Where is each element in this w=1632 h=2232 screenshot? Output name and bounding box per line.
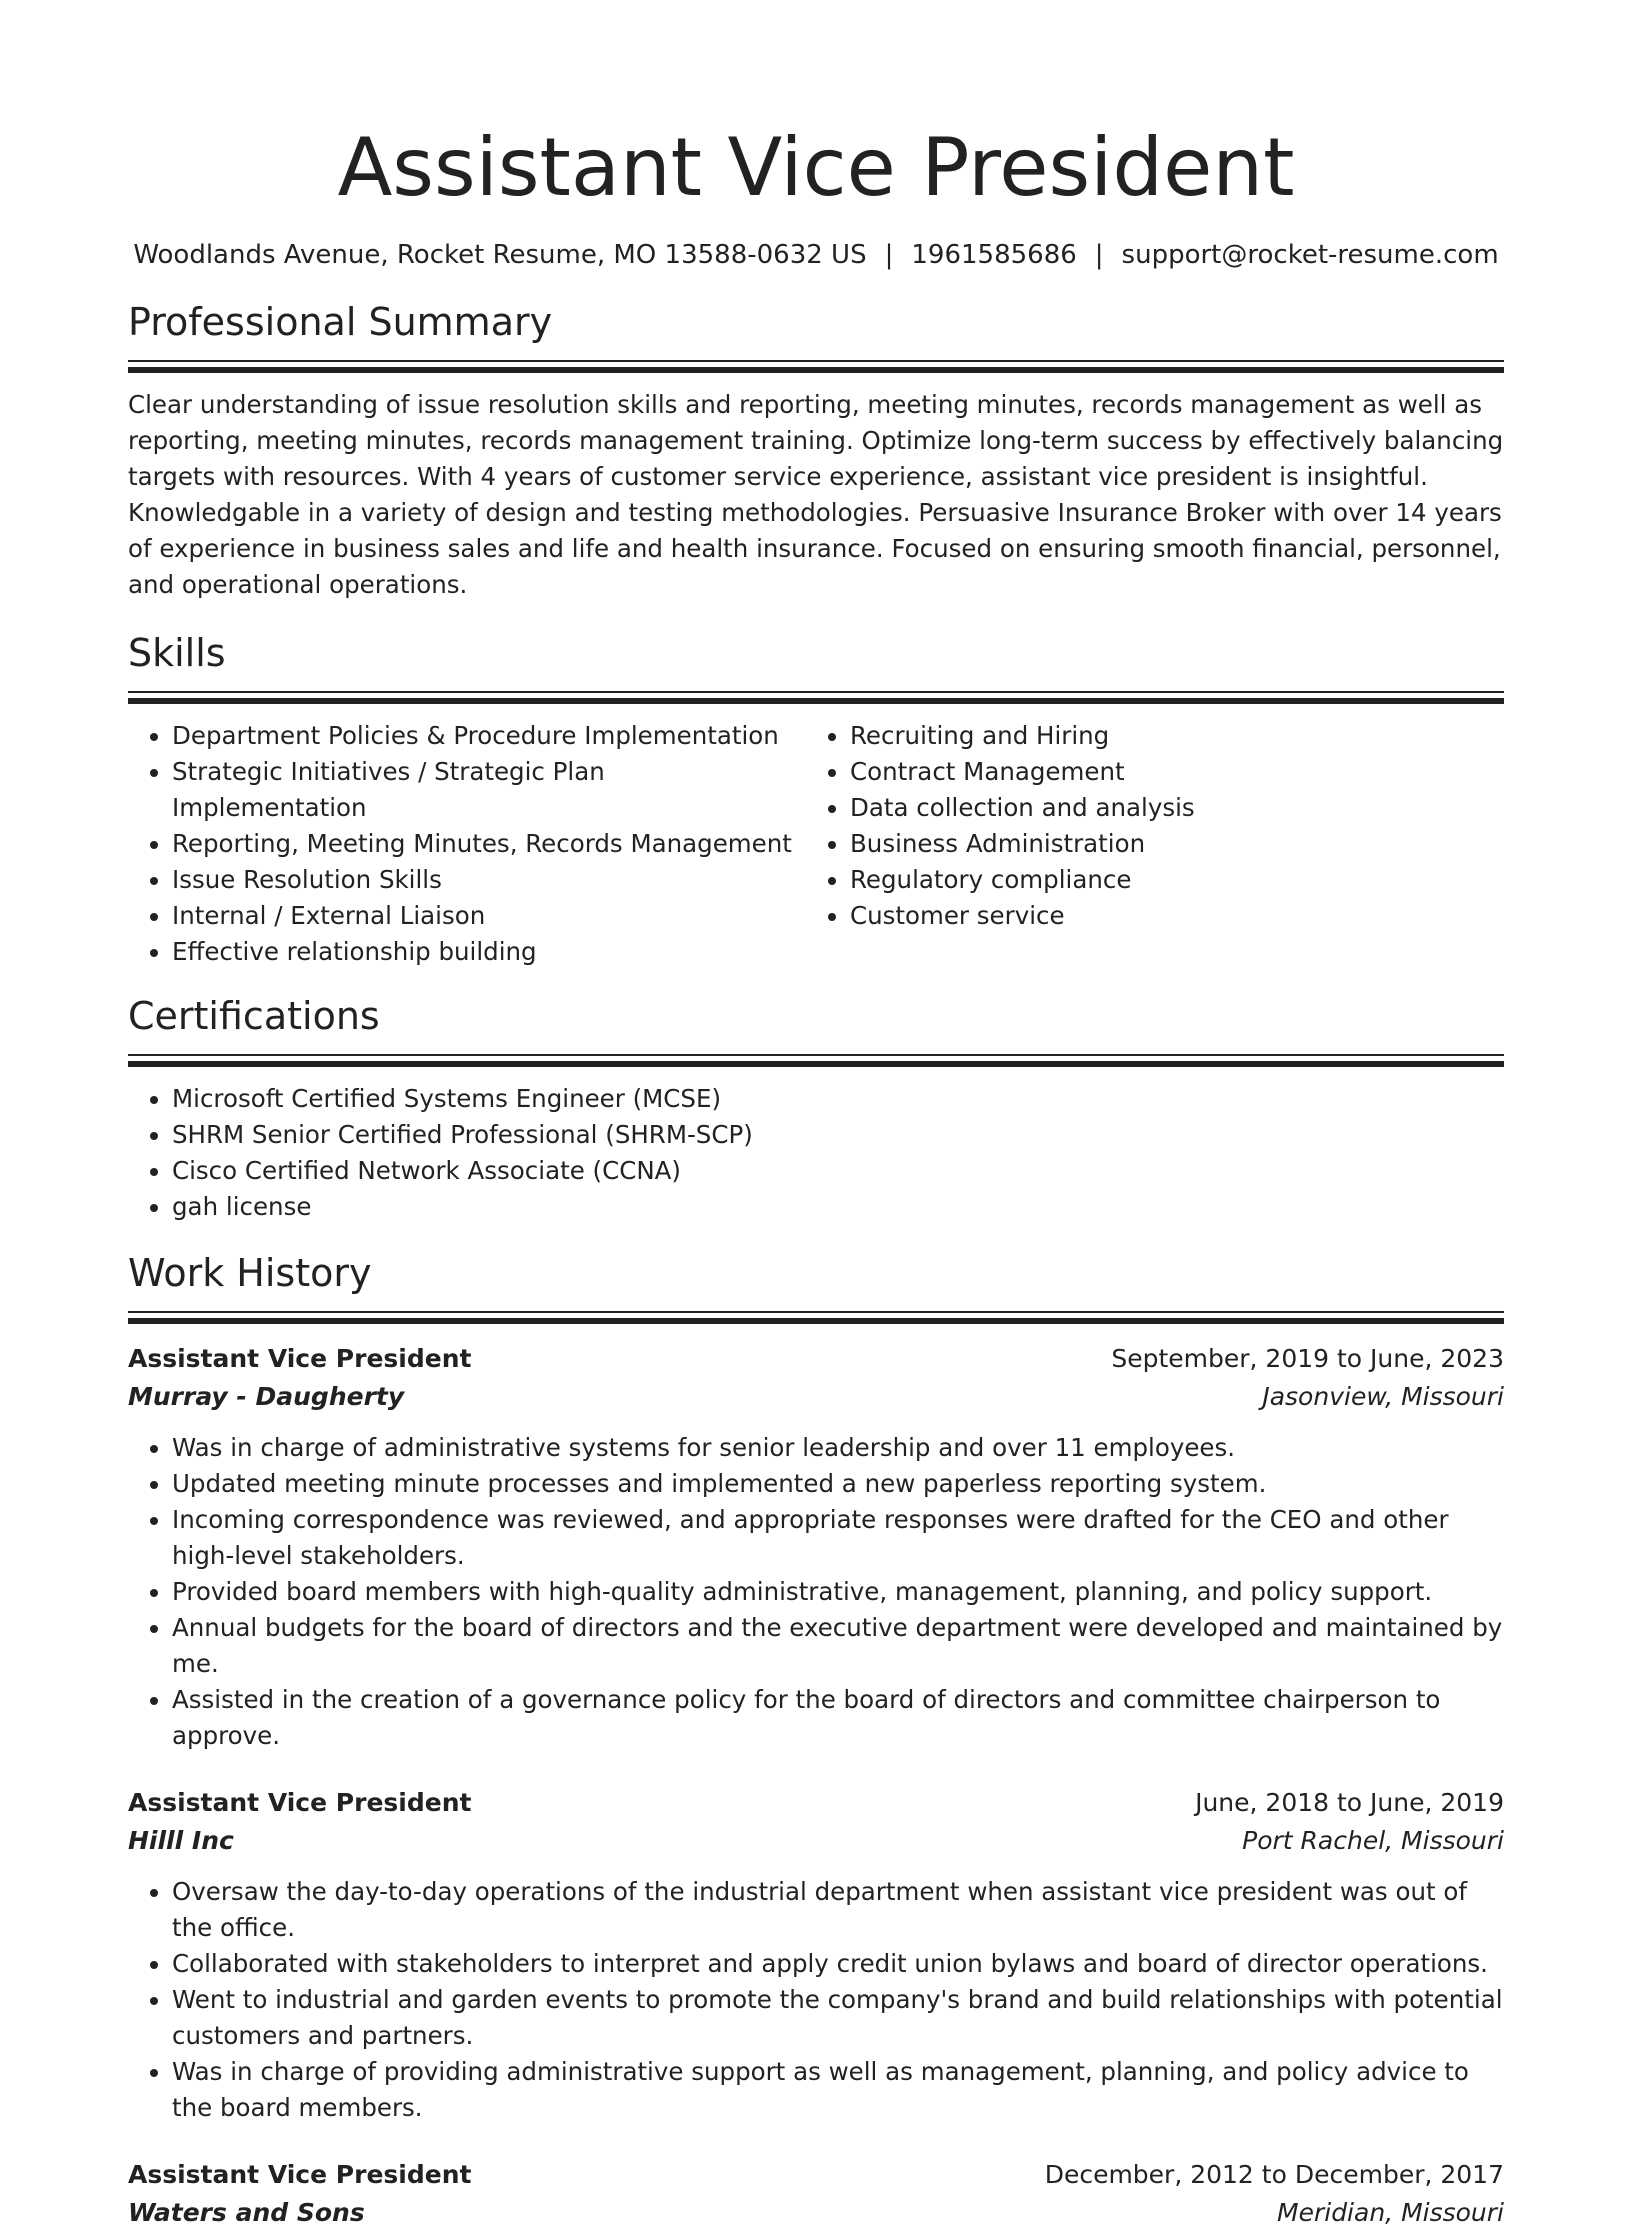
job-title-row <box>128 1784 1504 1822</box>
job-entry <box>128 1340 1504 1754</box>
job-title: Assistant Vice President <box>128 1344 472 1373</box>
job-bullet: • Updated meeting minute processes and implemented a new paperless reporting system. <box>172 1466 1504 1502</box>
certifications-heading: Certifications <box>128 994 380 1038</box>
skills-section <box>128 629 1504 970</box>
job-company: Waters and Sons <box>128 2198 365 2227</box>
resume-page <box>128 0 1504 2232</box>
contact-phone: 1961585686 <box>911 240 1077 270</box>
section-divider <box>128 1054 1504 1067</box>
certifications-section <box>128 992 1504 1225</box>
job-bullet: • Assisted in the creation of a governance policy for the board of directors and committee chairperson to approve. <box>172 1682 1504 1754</box>
job-entry <box>128 2156 1504 2232</box>
section-divider <box>128 360 1504 373</box>
contact-separator: | <box>1094 240 1104 270</box>
job-dates: September, 2019 to June, 2023 <box>1111 1344 1504 1373</box>
job-location: Meridian, Missouri <box>1277 2198 1504 2227</box>
job-bullet: • Provided board members with high-quality administrative, management, planning, and policy support. <box>172 1574 1504 1610</box>
skill-item: • Recruiting and Hiring <box>850 718 1484 754</box>
section-divider <box>128 691 1504 704</box>
skill-item: • Regulatory compliance <box>850 862 1484 898</box>
job-bullet: • Went to industrial and garden events to promote the company's brand and build relationships with potential customers and partners. <box>172 1982 1504 2054</box>
skill-item: • Contract Management <box>850 754 1484 790</box>
certification-item: • Cisco Certified Network Associate (CCNA) <box>172 1153 1504 1189</box>
contact-line <box>128 238 1504 272</box>
certification-item: • gah license <box>172 1189 1504 1225</box>
job-dates: December, 2012 to December, 2017 <box>1044 2160 1504 2189</box>
job-title: Assistant Vice President <box>128 1788 472 1817</box>
skills-right-list <box>806 718 1484 970</box>
skill-item: • Reporting, Meeting Minutes, Records Management <box>172 826 806 862</box>
certification-item: • SHRM Senior Certified Professional (SHRM-SCP) <box>172 1117 1504 1153</box>
job-company: Hilll Inc <box>128 1826 234 1855</box>
job-title-row <box>128 2156 1504 2194</box>
job-bullets <box>128 1430 1504 1754</box>
job-company-row <box>128 1378 1504 1416</box>
job-company-row <box>128 2194 1504 2232</box>
job-bullet: • Was in charge of providing administrative support as well as management, planning, and policy advice to the board members. <box>172 2054 1504 2126</box>
skill-item: • Effective relationship building <box>172 934 806 970</box>
contact-email: support@rocket-resume.com <box>1121 240 1499 270</box>
certifications-list <box>128 1081 1504 1225</box>
job-bullet: • Oversaw the day-to-day operations of the industrial department when assistant vice president was out of the office. <box>172 1874 1504 1946</box>
contact-separator: | <box>884 240 894 270</box>
job-company: Murray - Daugherty <box>128 1382 405 1411</box>
skill-item: • Customer service <box>850 898 1484 934</box>
skill-item: • Internal / External Liaison <box>172 898 806 934</box>
contact-address: Woodlands Avenue, Rocket Resume, MO 13588-0632 US <box>133 240 867 270</box>
skill-item: • Department Policies & Procedure Implementation <box>172 718 806 754</box>
skills-left-list <box>128 718 806 970</box>
job-bullet: • Incoming correspondence was reviewed, and appropriate responses were drafted for the CEO and other high-level stakeholders. <box>172 1502 1504 1574</box>
job-company-row <box>128 1822 1504 1860</box>
job-location: Jasonview, Missouri <box>1262 1382 1504 1411</box>
skill-item: • Business Administration <box>850 826 1484 862</box>
work-history-section <box>128 1249 1504 2232</box>
work-history-heading: Work History <box>128 1251 372 1295</box>
certification-item: • Microsoft Certified Systems Engineer (MCSE) <box>172 1081 1504 1117</box>
job-bullet: • Collaborated with stakeholders to interpret and apply credit union bylaws and board of director operations. <box>172 1946 1504 1982</box>
job-location: Port Rachel, Missouri <box>1242 1826 1504 1855</box>
summary-section <box>128 298 1504 603</box>
job-bullets <box>128 1874 1504 2126</box>
skills-heading: Skills <box>128 631 226 675</box>
job-title-row <box>128 1340 1504 1378</box>
job-dates: June, 2018 to June, 2019 <box>1195 1788 1504 1817</box>
job-entry <box>128 1784 1504 2126</box>
job-bullet: • Was in charge of administrative systems for senior leadership and over 11 employees. <box>172 1430 1504 1466</box>
skill-item: • Issue Resolution Skills <box>172 862 806 898</box>
skill-item: • Strategic Initiatives / Strategic Plan Implementation <box>172 754 806 826</box>
skill-item: • Data collection and analysis <box>850 790 1484 826</box>
resume-title: Assistant Vice President <box>337 121 1295 214</box>
job-title: Assistant Vice President <box>128 2160 472 2189</box>
summary-heading: Professional Summary <box>128 300 553 344</box>
skills-grid <box>128 718 1504 970</box>
summary-text: Clear understanding of issue resolution skills and reporting, meeting minutes, records management as well as reporting, meeting minutes, records management training. Optimize long-term success by effectively balancing targets with resources. With 4 years of customer service experience, assistant vice president is insightful. Knowledgable in a variety of design and testing methodologies. Persuasive Insurance Broker with over 14 years of experience in business sales and life and health insurance. Focused on ensuring smooth financial, personnel, and operational operations. <box>128 390 1504 599</box>
job-bullet: • Annual budgets for the board of directors and the executive department were developed and maintained by me. <box>172 1610 1504 1682</box>
section-divider <box>128 1311 1504 1324</box>
